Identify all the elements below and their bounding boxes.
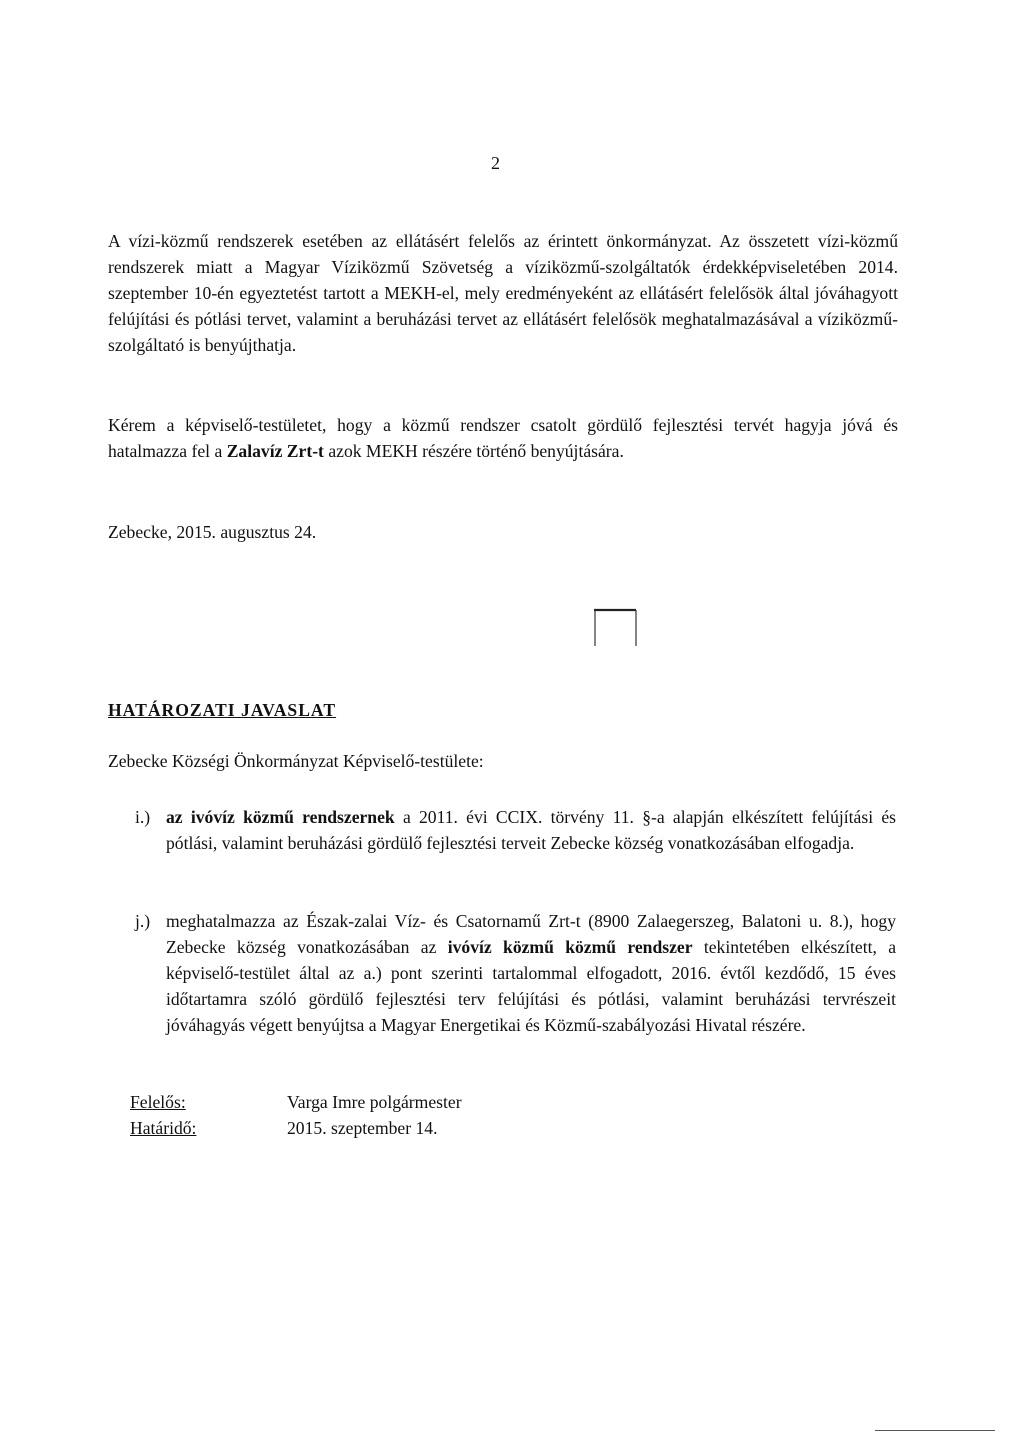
item-j-text <box>166 908 896 1038</box>
item-j-bold: ivóvíz közmű közmű rendszer <box>447 937 693 957</box>
item-i-text <box>166 804 896 856</box>
body-intro: Zebecke Községi Önkormányzat Képviselő-testülete: <box>108 751 484 771</box>
responsible-label: Felelős: <box>130 1092 186 1112</box>
paragraph-request <box>108 412 898 464</box>
request-text-before: Kérem a képviselő-testületet, hogy a közmű rendszer csatolt gördülő fejlesztési tervét hagyja jóvá és hatalmazza fel a <box>108 415 898 461</box>
deadline-value: 2015. szeptember 14. <box>287 1118 438 1138</box>
paragraph-background: A vízi-közmű rendszerek esetében az ellátásért felelős az érintett önkormányzat. Az összetett vízi-közmű rendszerek miatt a Magyar Víziközmű Szövetség a víziközmű-szolgáltatók érdekképviseletében 2014. szeptember 10-én egyeztetést tartott a MEKH-el, mely eredményeként az ellátásért felelősök által jóváhagyott felújítási és pótlási tervet, valamint a beruházási tervet az ellátásért felelősök meghatalmazásával a víziközmű-szolgáltató is benyújthatja. <box>108 231 898 355</box>
item-i-label: i.) <box>135 807 151 827</box>
request-text-after: azok MEKH részére történő benyújtására. <box>323 441 624 461</box>
item-i-rest: a 2011. évi CCIX. törvény 11. §-a alapján elkészített felújítási és pótlási, valamint beruházási gördülő fejlesztési terveit Zebecke község vonatkozásában elfogadja. <box>166 807 896 853</box>
page-number: 2 <box>491 153 500 173</box>
place-date: Zebecke, 2015. augusztus 24. <box>108 522 317 542</box>
item-j-label: j.) <box>135 911 151 931</box>
item-j-after: tekintetében elkészített, a képviselő-testület által az a.) pont szerinti tartalommal elfogadott, 2016. évtől kezdődő, 15 éves időtartamra szóló gördülő fejlesztési terv felújítási és pótlási, valamint beruházási tervrészeit jóváhagyás végett benyújtsa a Magyar Energetikai és Közmű-szabályozási Hivatal részére. <box>166 937 897 1035</box>
deadline-label: Határidő: <box>130 1118 197 1138</box>
resolution-heading: HATÁROZATI JAVASLAT <box>108 700 337 720</box>
item-j-before: meghatalmazza az Észak-zalai Víz- és Csatornamű Zrt-t (8900 Zalaegerszeg, Balatoni u. 8.), hogy Zebecke község vonatkozásában az <box>166 911 896 957</box>
responsible-value: Varga Imre polgármester <box>287 1092 462 1112</box>
stamp-mark <box>592 606 638 648</box>
item-i-bold: az ivóvíz közmű rendszernek <box>166 807 395 827</box>
request-company-name: Zalavíz Zrt-t <box>226 441 324 461</box>
footer-rule <box>875 1430 995 1431</box>
